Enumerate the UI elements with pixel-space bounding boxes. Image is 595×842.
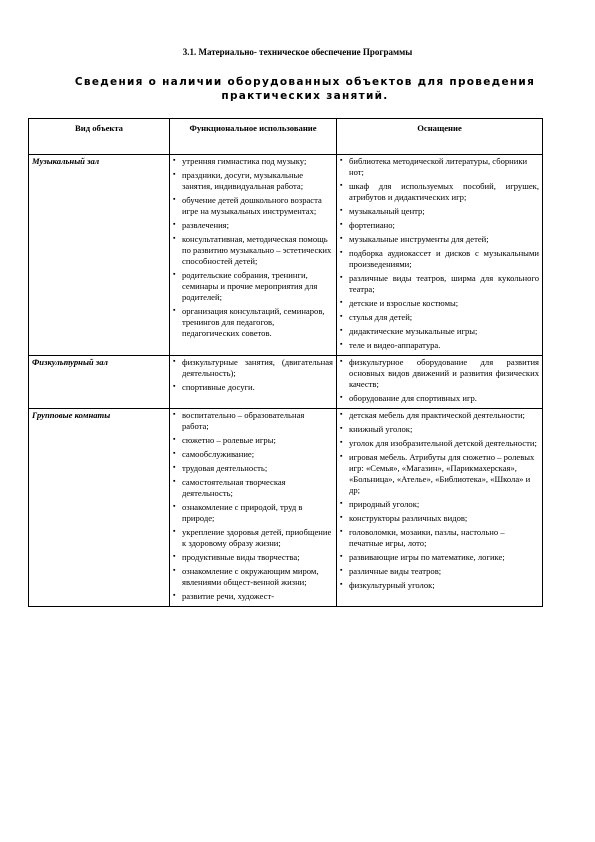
equipment-item-text: фортепиано; bbox=[349, 220, 395, 230]
bullet-icon: ▪ bbox=[173, 591, 176, 599]
list-item bbox=[340, 326, 539, 337]
list-item bbox=[340, 393, 539, 404]
equipment-item-text: конструкторы различных видов; bbox=[349, 513, 468, 523]
usage-list bbox=[173, 357, 333, 393]
bullet-icon: ▪ bbox=[173, 566, 176, 574]
equipment-item-text: дидактические музыкальные игры; bbox=[349, 326, 478, 336]
equipment-cell bbox=[337, 356, 543, 409]
equipment-item-text: музыкальный центр; bbox=[349, 206, 425, 216]
list-item bbox=[173, 170, 333, 192]
usage-item-text: утренняя гимнастика под музыку; bbox=[182, 156, 307, 166]
list-item bbox=[340, 424, 539, 435]
equipment-item-text: физкультурный уголок; bbox=[349, 580, 435, 590]
list-item bbox=[173, 306, 333, 339]
bullet-icon: ▪ bbox=[173, 156, 176, 164]
bullet-icon: ▪ bbox=[340, 552, 343, 560]
list-item bbox=[340, 513, 539, 524]
equipment-item-text: подборка аудиокассет и дисков с музыкальными произведениями; bbox=[349, 248, 539, 269]
equipment-cell bbox=[337, 155, 543, 356]
table-row bbox=[29, 356, 543, 409]
equipment-item-text: природный уголок; bbox=[349, 499, 420, 509]
equipment-cell bbox=[337, 409, 543, 607]
bullet-icon: ▪ bbox=[173, 410, 176, 418]
list-item bbox=[340, 206, 539, 217]
bullet-icon: ▪ bbox=[340, 452, 343, 460]
equipment-list bbox=[340, 156, 539, 351]
bullet-icon: ▪ bbox=[173, 435, 176, 443]
list-item bbox=[173, 410, 333, 432]
equipment-item-text: детские и взрослые костюмы; bbox=[349, 298, 459, 308]
bullet-icon: ▪ bbox=[173, 170, 176, 178]
list-item bbox=[340, 566, 539, 577]
bullet-icon: ▪ bbox=[340, 527, 343, 535]
usage-item-text: консультативная, методическая помощь по развитию музыкально – эстетических способностей детей; bbox=[182, 234, 332, 266]
bullet-icon: ▪ bbox=[340, 357, 343, 365]
bullet-icon: ▪ bbox=[340, 513, 343, 521]
usage-list bbox=[173, 410, 333, 602]
object-type-cell: Групповые комнаты bbox=[29, 409, 170, 607]
list-item bbox=[173, 591, 333, 602]
usage-item-text: воспитательно – образовательная работа; bbox=[182, 410, 305, 431]
list-item bbox=[173, 566, 333, 588]
bullet-icon: ▪ bbox=[340, 580, 343, 588]
list-item bbox=[340, 234, 539, 245]
list-item bbox=[173, 502, 333, 524]
bullet-icon: ▪ bbox=[340, 326, 343, 334]
bullet-icon: ▪ bbox=[173, 449, 176, 457]
list-item bbox=[340, 452, 539, 496]
equipment-item-text: детская мебель для практической деятельности; bbox=[349, 410, 525, 420]
bullet-icon: ▪ bbox=[340, 220, 343, 228]
bullet-icon: ▪ bbox=[340, 273, 343, 281]
bullet-icon: ▪ bbox=[340, 393, 343, 401]
table-body bbox=[29, 155, 543, 607]
bullet-icon: ▪ bbox=[173, 382, 176, 390]
equipment-item-text: развивающие игры по математике, логике; bbox=[349, 552, 505, 562]
bullet-icon: ▪ bbox=[340, 438, 343, 446]
list-item bbox=[340, 340, 539, 351]
usage-item-text: ознакомление с окружающим миром, явлениями общест-венной жизни; bbox=[182, 566, 319, 587]
equipment-item-text: игровая мебель. Атрибуты для сюжетно – ролевых игр: «Семья», «Магазин», «Парикмахерская», «Больница», «Ателье», «Библиотека», «Школа» и др; bbox=[349, 452, 535, 495]
equipment-item-text: книжный уголок; bbox=[349, 424, 413, 434]
bullet-icon: ▪ bbox=[173, 270, 176, 278]
bullet-icon: ▪ bbox=[340, 298, 343, 306]
list-item bbox=[173, 234, 333, 267]
bullet-icon: ▪ bbox=[340, 181, 343, 189]
equipment-item-text: различные виды театров; bbox=[349, 566, 442, 576]
column-header-usage: Функциональное использование bbox=[170, 119, 337, 155]
usage-item-text: развлечения; bbox=[182, 220, 230, 230]
list-item bbox=[173, 195, 333, 217]
usage-item-text: трудовая деятельность; bbox=[182, 463, 268, 473]
bullet-icon: ▪ bbox=[340, 312, 343, 320]
list-item bbox=[173, 463, 333, 474]
list-item bbox=[173, 449, 333, 460]
bullet-icon: ▪ bbox=[340, 234, 343, 242]
bullet-icon: ▪ bbox=[173, 195, 176, 203]
column-header-object-type: Вид объекта bbox=[29, 119, 170, 155]
list-item bbox=[340, 499, 539, 510]
usage-item-text: физкультурные занятия, (двигательная деятельность); bbox=[182, 357, 333, 378]
equipment-item-text: уголок для изобразительной детской деятельности; bbox=[349, 438, 537, 448]
usage-item-text: ознакомление с природой, труд в природе; bbox=[182, 502, 303, 523]
bullet-icon: ▪ bbox=[340, 566, 343, 574]
list-item bbox=[173, 156, 333, 167]
list-item bbox=[173, 527, 333, 549]
bullet-icon: ▪ bbox=[340, 248, 343, 256]
equipment-item-text: оборудование для спортивных игр. bbox=[349, 393, 477, 403]
equipment-item-text: теле и видео-аппаратура. bbox=[349, 340, 441, 350]
usage-item-text: развитие речи, художест- bbox=[182, 591, 275, 601]
section-heading: 3.1. Материально- техническое обеспечение Программы bbox=[182, 47, 413, 57]
bullet-icon: ▪ bbox=[173, 463, 176, 471]
usage-item-text: праздники, досуги, музыкальные занятия, индивидуальная работа; bbox=[182, 170, 304, 191]
bullet-icon: ▪ bbox=[173, 527, 176, 535]
bullet-icon: ▪ bbox=[340, 499, 343, 507]
bullet-icon: ▪ bbox=[173, 220, 176, 228]
bullet-icon: ▪ bbox=[340, 410, 343, 418]
usage-cell bbox=[170, 155, 337, 356]
usage-cell bbox=[170, 356, 337, 409]
table-header-row bbox=[29, 119, 543, 155]
column-header-equipment: Оснащение bbox=[337, 119, 543, 155]
equipment-list bbox=[340, 410, 539, 591]
page-subtitle: Сведения о наличии оборудованных объектов для проведения практических занятий. bbox=[74, 76, 536, 102]
object-type-cell: Физкультурный зал bbox=[29, 356, 170, 409]
usage-item-text: обучение детей дошкольного возраста игре на музыкальных инструментах; bbox=[182, 195, 322, 216]
object-type-cell: Музыкальный зал bbox=[29, 155, 170, 356]
list-item bbox=[340, 438, 539, 449]
usage-item-text: родительские собрания, тренинги, семинары и прочие мероприятия для родителей; bbox=[182, 270, 318, 302]
bullet-icon: ▪ bbox=[173, 306, 176, 314]
usage-list bbox=[173, 156, 333, 339]
list-item bbox=[173, 382, 333, 393]
bullet-icon: ▪ bbox=[173, 502, 176, 510]
table-row bbox=[29, 155, 543, 356]
usage-item-text: продуктивные виды творчества; bbox=[182, 552, 300, 562]
bullet-icon: ▪ bbox=[173, 234, 176, 242]
bullet-icon: ▪ bbox=[340, 424, 343, 432]
equipment-list bbox=[340, 357, 539, 404]
equipment-item-text: головоломки, мозаики, пазлы, настольно – печатные игры, лото; bbox=[349, 527, 505, 548]
bullet-icon: ▪ bbox=[340, 206, 343, 214]
list-item bbox=[173, 552, 333, 563]
equipment-item-text: библиотека методической литературы, сборники нот; bbox=[349, 156, 528, 177]
list-item bbox=[340, 181, 539, 203]
list-item bbox=[340, 580, 539, 591]
bullet-icon: ▪ bbox=[173, 477, 176, 485]
list-item bbox=[340, 312, 539, 323]
list-item bbox=[340, 552, 539, 563]
usage-cell bbox=[170, 409, 337, 607]
equipment-item-text: стулья для детей; bbox=[349, 312, 413, 322]
list-item bbox=[340, 248, 539, 270]
bullet-icon: ▪ bbox=[340, 340, 343, 348]
list-item bbox=[173, 357, 333, 379]
usage-item-text: организация консультаций, семинаров, тренингов для педагогов, педагогических советов. bbox=[182, 306, 325, 338]
list-item bbox=[340, 156, 539, 178]
list-item bbox=[173, 220, 333, 231]
list-item bbox=[340, 220, 539, 231]
usage-item-text: самостоятельная творческая деятельность; bbox=[182, 477, 286, 498]
bullet-icon: ▪ bbox=[173, 357, 176, 365]
table-row bbox=[29, 409, 543, 607]
list-item bbox=[340, 357, 539, 390]
usage-item-text: сюжетно – ролевые игры; bbox=[182, 435, 276, 445]
equipment-table bbox=[28, 118, 543, 607]
usage-item-text: укрепление здоровья детей, приобщение к здоровому образу жизни; bbox=[182, 527, 332, 548]
list-item bbox=[173, 270, 333, 303]
equipment-item-text: различные виды театров, ширма для кукольного театра; bbox=[349, 273, 539, 294]
equipment-item-text: музыкальные инструменты для детей; bbox=[349, 234, 489, 244]
bullet-icon: ▪ bbox=[173, 552, 176, 560]
equipment-item-text: шкаф для используемых пособий, игрушек, атрибутов и дидактических игр; bbox=[349, 181, 539, 202]
usage-item-text: спортивные досуги. bbox=[182, 382, 255, 392]
usage-item-text: самообслуживание; bbox=[182, 449, 255, 459]
list-item bbox=[173, 435, 333, 446]
list-item bbox=[340, 273, 539, 295]
equipment-item-text: физкультурное оборудование для развития основных видов движений и развития физических качеств; bbox=[349, 357, 539, 389]
list-item bbox=[173, 477, 333, 499]
list-item bbox=[340, 298, 539, 309]
list-item bbox=[340, 410, 539, 421]
bullet-icon: ▪ bbox=[340, 156, 343, 164]
list-item bbox=[340, 527, 539, 549]
